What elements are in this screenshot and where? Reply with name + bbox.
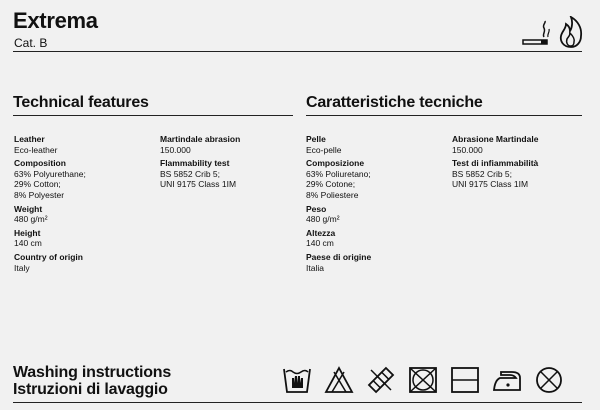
footer-rule bbox=[13, 402, 582, 403]
header-rule bbox=[13, 51, 582, 52]
spec-abrasione: Abrasione Martindale 150.000 bbox=[452, 134, 539, 155]
spec-infiammabilita: Test di infiammabilità BS 5852 Crib 5; UNI 9175 Class 1IM bbox=[452, 158, 539, 190]
care-symbols bbox=[282, 366, 564, 394]
italian-section-rule bbox=[306, 115, 582, 116]
iron-low-icon bbox=[492, 366, 522, 394]
spec-composition: Composition 63% Polyurethane; 29% Cotton; 8% Polyester bbox=[14, 158, 86, 200]
dry-flat-icon bbox=[450, 366, 480, 394]
cigarette-icon bbox=[522, 20, 552, 53]
spec-altezza: Altezza 140 cm bbox=[306, 227, 336, 249]
english-left-column bbox=[14, 134, 154, 276]
do-not-tumble-dry-icon bbox=[366, 366, 396, 394]
hand-wash-icon bbox=[282, 366, 312, 394]
no-bleach-icon bbox=[324, 366, 354, 394]
spec-paese: Paese di origine Italia bbox=[306, 251, 372, 273]
english-right-column bbox=[160, 134, 300, 193]
do-not-wring-icon bbox=[534, 366, 564, 394]
spec-height: Height 140 cm bbox=[14, 227, 42, 249]
spec-flammability: Flammability test BS 5852 Crib 5; UNI 9175 Class 1IM bbox=[160, 158, 237, 190]
english-section-rule bbox=[13, 115, 293, 116]
do-not-dry-clean-icon bbox=[408, 366, 438, 394]
spec-martindale: Martindale abrasion 150.000 bbox=[160, 134, 241, 155]
flame-icon bbox=[558, 16, 584, 53]
product-title: Extrema bbox=[13, 8, 98, 33]
technical-features-heading: Technical features bbox=[13, 94, 149, 111]
spec-leather: Leather Eco-leather bbox=[14, 134, 58, 155]
spec-composizione: Composizione 63% Poliuretano; 29% Cotone; 8% Poliestere bbox=[306, 158, 371, 200]
washing-instructions-title: Washing instructions Istruzioni di lavaggio bbox=[13, 364, 172, 398]
spec-peso: Peso 480 g/m² bbox=[306, 203, 340, 225]
header-icons bbox=[522, 16, 584, 53]
spec-weight: Weight 480 g/m² bbox=[14, 203, 48, 225]
spec-pelle: Pelle Eco-pelle bbox=[306, 134, 342, 155]
spec-country: Country of origin Italy bbox=[14, 251, 83, 273]
italian-right-column bbox=[452, 134, 592, 193]
caratteristiche-heading: Caratteristiche tecniche bbox=[306, 94, 483, 111]
italian-left-column bbox=[306, 134, 446, 276]
product-category: Cat. B bbox=[14, 36, 48, 50]
